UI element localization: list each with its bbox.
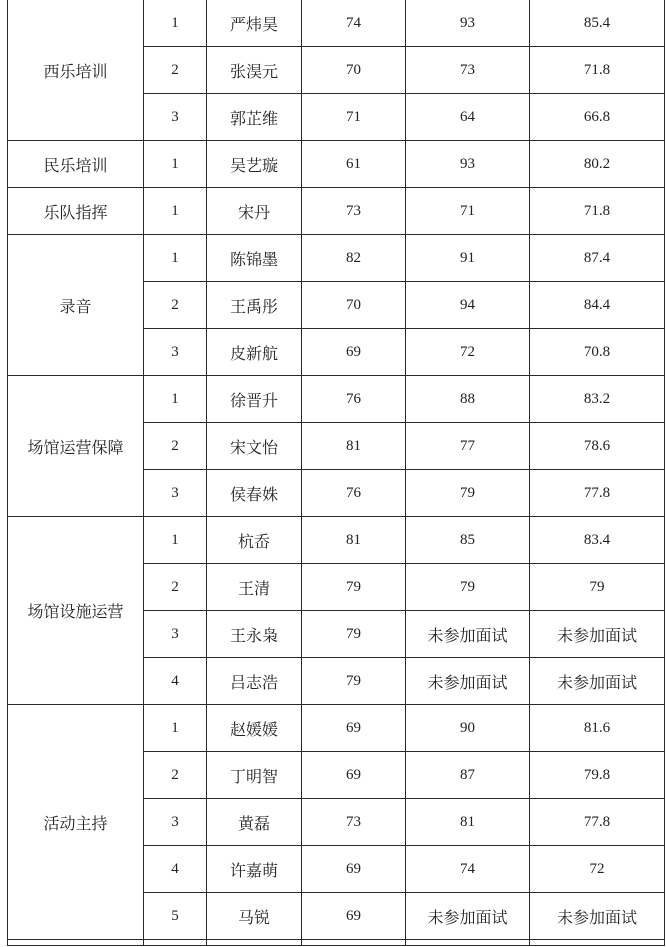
candidate-name-cell: 宋文怡 xyxy=(207,423,302,470)
interview-score-cell: 未参加面试 xyxy=(406,893,530,940)
seq-number-cell: 3 xyxy=(144,470,207,517)
candidate-name-cell: 赵媛媛 xyxy=(207,705,302,752)
interview-score-cell: 74 xyxy=(406,846,530,893)
written-score-cell: 79 xyxy=(302,611,406,658)
seq-number-cell: 2 xyxy=(144,423,207,470)
written-score-cell: 81 xyxy=(302,517,406,564)
total-score-cell: 未参加面试 xyxy=(530,611,665,658)
total-score-cell: 未参加面试 xyxy=(530,893,665,940)
candidate-name-cell: 张淏元 xyxy=(207,47,302,94)
empty-cell xyxy=(406,940,530,946)
written-score-cell: 69 xyxy=(302,705,406,752)
position-category-cell: 活动主持 xyxy=(8,705,144,940)
total-score-cell: 71.8 xyxy=(530,188,665,235)
written-score-cell: 82 xyxy=(302,235,406,282)
total-score-cell: 80.2 xyxy=(530,141,665,188)
empty-cell xyxy=(8,940,144,946)
written-score-cell: 74 xyxy=(302,0,406,47)
total-score-cell: 66.8 xyxy=(530,94,665,141)
table-row xyxy=(8,705,665,752)
empty-cell xyxy=(207,940,302,946)
total-score-cell: 81.6 xyxy=(530,705,665,752)
position-category-cell: 场馆设施运营 xyxy=(8,517,144,705)
interview-score-cell: 64 xyxy=(406,94,530,141)
candidate-name-cell: 丁明智 xyxy=(207,752,302,799)
seq-number-cell: 2 xyxy=(144,47,207,94)
seq-number-cell: 1 xyxy=(144,235,207,282)
empty-cell xyxy=(302,940,406,946)
written-score-cell: 79 xyxy=(302,564,406,611)
results-table xyxy=(7,0,665,946)
candidate-name-cell: 马锐 xyxy=(207,893,302,940)
candidate-name-cell: 陈锦墨 xyxy=(207,235,302,282)
seq-number-cell: 3 xyxy=(144,329,207,376)
position-category-cell: 西乐培训 xyxy=(8,0,144,141)
seq-number-cell: 1 xyxy=(144,0,207,47)
interview-score-cell: 93 xyxy=(406,141,530,188)
position-category-cell: 录音 xyxy=(8,235,144,376)
total-score-cell: 77.8 xyxy=(530,799,665,846)
seq-number-cell: 3 xyxy=(144,611,207,658)
written-score-cell: 61 xyxy=(302,141,406,188)
written-score-cell: 70 xyxy=(302,282,406,329)
seq-number-cell: 3 xyxy=(144,94,207,141)
candidate-name-cell: 吴艺璇 xyxy=(207,141,302,188)
written-score-cell: 69 xyxy=(302,893,406,940)
candidate-name-cell: 郭芷维 xyxy=(207,94,302,141)
candidate-name-cell: 杭岙 xyxy=(207,517,302,564)
interview-score-cell: 85 xyxy=(406,517,530,564)
total-score-cell: 70.8 xyxy=(530,329,665,376)
candidate-name-cell: 王清 xyxy=(207,564,302,611)
seq-number-cell: 2 xyxy=(144,282,207,329)
total-score-cell: 77.8 xyxy=(530,470,665,517)
interview-score-cell: 79 xyxy=(406,564,530,611)
written-score-cell: 73 xyxy=(302,188,406,235)
written-score-cell: 79 xyxy=(302,658,406,705)
seq-number-cell: 1 xyxy=(144,705,207,752)
interview-score-cell: 71 xyxy=(406,188,530,235)
seq-number-cell: 4 xyxy=(144,846,207,893)
candidate-name-cell: 皮新航 xyxy=(207,329,302,376)
position-category-cell: 场馆运营保障 xyxy=(8,376,144,517)
seq-number-cell: 2 xyxy=(144,752,207,799)
candidate-name-cell: 徐晋升 xyxy=(207,376,302,423)
written-score-cell: 69 xyxy=(302,752,406,799)
written-score-cell: 71 xyxy=(302,94,406,141)
total-score-cell: 87.4 xyxy=(530,235,665,282)
table-row xyxy=(8,188,665,235)
seq-number-cell: 5 xyxy=(144,893,207,940)
candidate-name-cell: 吕志浩 xyxy=(207,658,302,705)
candidate-name-cell: 黄磊 xyxy=(207,799,302,846)
interview-score-cell: 72 xyxy=(406,329,530,376)
candidate-name-cell: 王禹彤 xyxy=(207,282,302,329)
seq-number-cell: 2 xyxy=(144,564,207,611)
seq-number-cell: 1 xyxy=(144,141,207,188)
interview-score-cell: 77 xyxy=(406,423,530,470)
position-category-cell: 乐队指挥 xyxy=(8,188,144,235)
total-score-cell: 79 xyxy=(530,564,665,611)
seq-number-cell: 1 xyxy=(144,376,207,423)
candidate-name-cell: 许嘉萌 xyxy=(207,846,302,893)
total-score-cell: 83.4 xyxy=(530,517,665,564)
table-row-partial xyxy=(8,940,665,946)
table-row xyxy=(8,517,665,564)
total-score-cell: 79.8 xyxy=(530,752,665,799)
interview-score-cell: 73 xyxy=(406,47,530,94)
interview-score-cell: 91 xyxy=(406,235,530,282)
interview-score-cell: 未参加面试 xyxy=(406,611,530,658)
total-score-cell: 未参加面试 xyxy=(530,658,665,705)
seq-number-cell: 1 xyxy=(144,517,207,564)
total-score-cell: 78.6 xyxy=(530,423,665,470)
interview-score-cell: 未参加面试 xyxy=(406,658,530,705)
table-row xyxy=(8,141,665,188)
table-row xyxy=(8,376,665,423)
interview-score-cell: 88 xyxy=(406,376,530,423)
empty-cell xyxy=(144,940,207,946)
candidate-name-cell: 王永枭 xyxy=(207,611,302,658)
total-score-cell: 83.2 xyxy=(530,376,665,423)
written-score-cell: 73 xyxy=(302,799,406,846)
candidate-name-cell: 宋丹 xyxy=(207,188,302,235)
interview-score-cell: 94 xyxy=(406,282,530,329)
table-row xyxy=(8,0,665,47)
total-score-cell: 72 xyxy=(530,846,665,893)
interview-score-cell: 79 xyxy=(406,470,530,517)
interview-score-cell: 87 xyxy=(406,752,530,799)
total-score-cell: 85.4 xyxy=(530,0,665,47)
results-table-body xyxy=(8,0,665,946)
total-score-cell: 84.4 xyxy=(530,282,665,329)
interview-score-cell: 81 xyxy=(406,799,530,846)
interview-score-cell: 90 xyxy=(406,705,530,752)
interview-score-cell: 93 xyxy=(406,0,530,47)
written-score-cell: 69 xyxy=(302,329,406,376)
written-score-cell: 81 xyxy=(302,423,406,470)
seq-number-cell: 1 xyxy=(144,188,207,235)
position-category-cell: 民乐培训 xyxy=(8,141,144,188)
table-row xyxy=(8,235,665,282)
total-score-cell: 71.8 xyxy=(530,47,665,94)
candidate-name-cell: 侯春姝 xyxy=(207,470,302,517)
empty-cell xyxy=(530,940,665,946)
seq-number-cell: 3 xyxy=(144,799,207,846)
candidate-name-cell: 严炜昊 xyxy=(207,0,302,47)
written-score-cell: 76 xyxy=(302,376,406,423)
written-score-cell: 69 xyxy=(302,846,406,893)
seq-number-cell: 4 xyxy=(144,658,207,705)
written-score-cell: 70 xyxy=(302,47,406,94)
written-score-cell: 76 xyxy=(302,470,406,517)
